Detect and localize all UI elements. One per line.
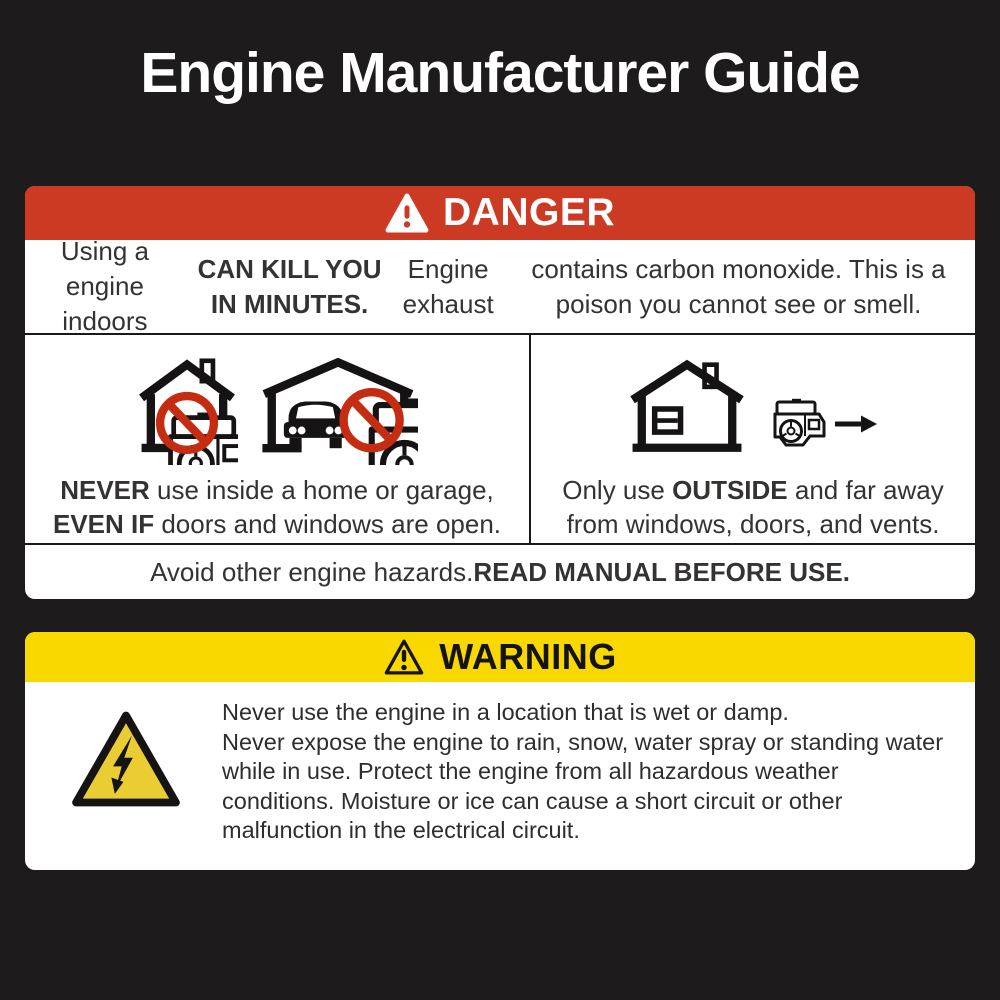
no-engine-in-garage-icon: [258, 353, 418, 465]
electrical-hazard-icon: [70, 708, 182, 810]
alert-triangle-icon: [383, 638, 425, 676]
danger-box: [25, 186, 975, 599]
danger-panels: [25, 335, 975, 543]
house-icon: [627, 353, 747, 465]
danger-panel-indoor-caption: NEVER use inside a home or garage, EVEN IF doors and windows are open.: [52, 475, 502, 539]
danger-header: [25, 186, 975, 240]
page-title: Engine Manufacturer Guide: [140, 41, 860, 105]
danger-footer-text: Avoid other engine hazards. READ MANUAL BEFORE USE.: [150, 556, 850, 587]
warning-header: [25, 632, 975, 682]
no-engine-in-house-icon: [136, 353, 238, 465]
warning-body: [25, 682, 975, 846]
danger-intro-text: Using a engine indoors CAN KILL YOU IN MINUTES. Engine exhaust contains carbon monoxide. This is a poison you cannot see or smell.: [60, 236, 946, 336]
warning-text: Never use the engine in a location that is wet or damp. Never expose the engine to rain, snow, water spray or standing water while in use. Protect the engine from all hazardous weather conditions. Moisture or ice can cause a short circuit or other malfunction in the electrical circuit.: [222, 699, 944, 843]
warning-box: [25, 632, 975, 870]
alert-triangle-icon: [385, 193, 429, 233]
engine-outside-arrow-icon: [767, 395, 879, 453]
warning-header-label: WARNING: [439, 636, 617, 677]
danger-panel-indoor: [25, 335, 529, 543]
danger-header-label: DANGER: [442, 191, 615, 234]
danger-panel-outdoor-caption: Only use OUTSIDE and far away from windows, doors, and vents.: [562, 475, 944, 539]
danger-panel-outdoor: [531, 335, 975, 543]
